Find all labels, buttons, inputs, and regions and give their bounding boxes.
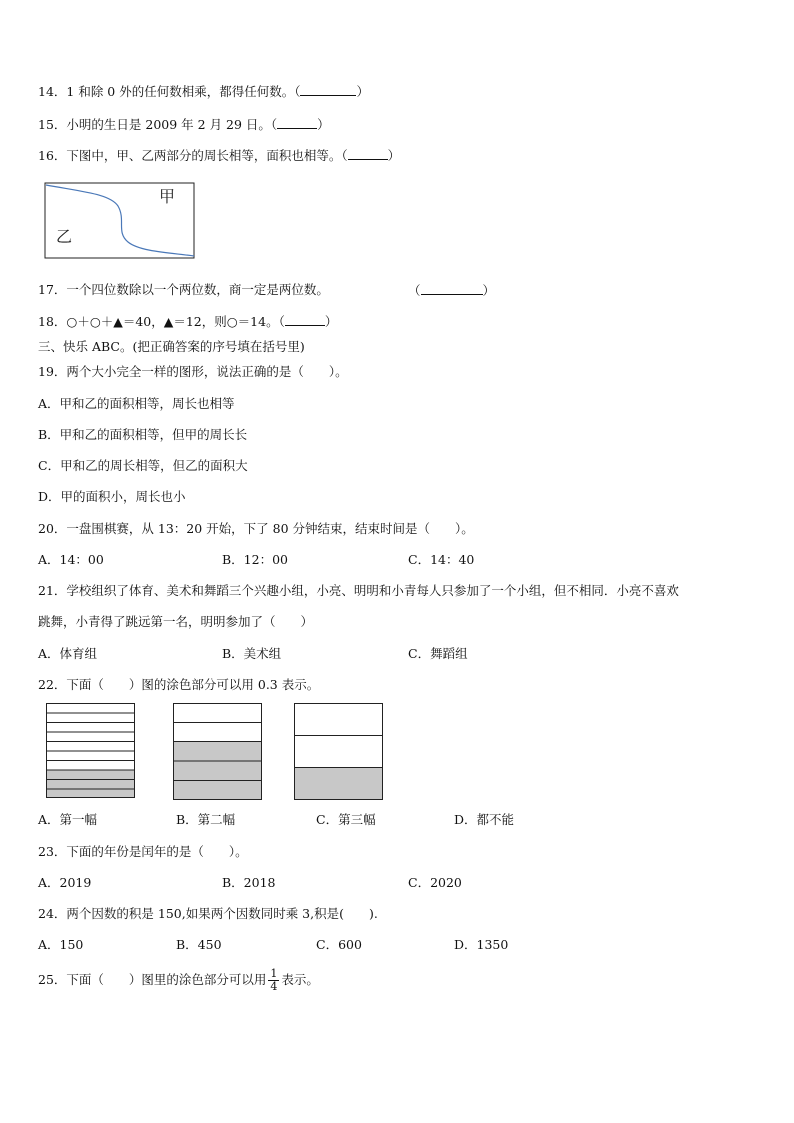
question-21-line1: 21．学校组织了体育、美术和舞蹈三个兴趣小组，小亮、明明和小青每人只参加了一个小组，但不相同．小亮不喜欢 <box>38 583 679 598</box>
q21-option-c[interactable]: C．舞蹈组 <box>408 646 468 661</box>
q22-figure-2 <box>173 703 263 801</box>
q23-option-b[interactable]: B．2018 <box>222 875 276 890</box>
section-3-heading: 三、快乐 ABC。(把正确答案的序号填在括号里) <box>38 339 305 354</box>
question-19: 19．两个大小完全一样的图形，说法正确的是（ ）。 <box>38 364 348 379</box>
question-25-text-before: 25．下面（ ）图里的涂色部分可以用 <box>38 972 267 987</box>
figure-jia-yi <box>44 182 196 260</box>
q24-option-b[interactable]: B．450 <box>176 937 222 952</box>
q21-option-a[interactable]: A．体育组 <box>38 646 98 661</box>
q22-figure-3 <box>294 703 384 801</box>
answer-blank-16[interactable] <box>348 147 388 160</box>
answer-blank-15[interactable] <box>277 116 317 129</box>
q20-option-a[interactable]: A．14：00 <box>38 552 104 567</box>
question-24: 24．两个因数的积是 150,如果两个因数同时乘 3,积是( ). <box>38 906 378 921</box>
question-18-close: ） <box>324 314 338 329</box>
label-yi: 乙 <box>56 227 73 246</box>
answer-blank-14[interactable] <box>300 83 356 96</box>
q24-option-a[interactable]: A．150 <box>38 937 84 952</box>
question-17-paren <box>408 282 495 299</box>
fraction-denominator: 4 <box>270 980 278 993</box>
question-18 <box>38 313 337 330</box>
q20-option-b[interactable]: B．12：00 <box>222 552 288 567</box>
q23-option-c[interactable]: C．2020 <box>408 875 462 890</box>
q19-option-d[interactable]: D．甲的面积小，周长也小 <box>38 489 186 504</box>
q23-option-a[interactable]: A．2019 <box>38 875 92 890</box>
question-23: 23．下面的年份是闰年的是（ ）。 <box>38 844 248 859</box>
question-17-close: ） <box>482 283 496 298</box>
q19-option-c[interactable]: C．甲和乙的周长相等，但乙的面积大 <box>38 458 248 473</box>
q20-option-c[interactable]: C．14：40 <box>408 552 475 567</box>
question-25-text-after: 表示。 <box>281 972 319 987</box>
q24-option-c[interactable]: C．600 <box>316 937 362 952</box>
q21-option-b[interactable]: B．美术组 <box>222 646 282 661</box>
question-14-text: 14．1 和除 0 外的任何数相乘，都得任何数。（ <box>38 84 301 99</box>
answer-blank-17[interactable] <box>421 282 483 295</box>
answer-blank-18[interactable] <box>285 313 325 326</box>
question-22: 22．下面（ ）图的涂色部分可以用 0.3 表示。 <box>38 677 320 692</box>
fraction-numerator: 1 <box>270 967 278 980</box>
q22-option-d[interactable]: D．都不能 <box>454 812 515 827</box>
question-21-line2: 跳舞，小青得了跳远第一名，明明参加了（ ） <box>38 614 314 629</box>
question-16 <box>38 147 400 164</box>
q19-option-b[interactable]: B．甲和乙的面积相等，但甲的周长长 <box>38 427 248 442</box>
question-20: 20．一盘围棋赛，从 13：20 开始，下了 80 分钟结束，结束时间是（ ）。 <box>38 521 474 536</box>
question-15-close: ） <box>317 117 330 132</box>
q19-option-a[interactable]: A．甲和乙的面积相等，周长也相等 <box>38 396 235 411</box>
question-14-close: ） <box>356 84 369 99</box>
q24-option-d[interactable]: D．1350 <box>454 937 509 952</box>
q22-option-a[interactable]: A．第一幅 <box>38 812 98 827</box>
question-18-text: 18．○＋○＋▲＝40，▲＝12，则○＝14。（ <box>38 314 285 329</box>
question-17-open: （ <box>408 283 421 298</box>
question-14 <box>38 83 369 100</box>
question-17-text: 17．一个四位数除以一个两位数，商一定是两位数。 <box>38 282 329 297</box>
q22-option-b[interactable]: B．第二幅 <box>176 812 236 827</box>
question-17 <box>38 282 329 298</box>
question-16-close: ） <box>387 148 401 163</box>
question-16-text: 16．下图中，甲、乙两部分的周长相等，面积也相等。（ <box>38 148 348 163</box>
label-jia: 甲 <box>159 187 176 206</box>
question-25 <box>38 966 319 994</box>
fraction-one-quarter <box>268 968 279 993</box>
q22-option-c[interactable]: C．第三幅 <box>316 812 376 827</box>
question-15-text: 15．小明的生日是 2009 年 2 月 29 日。（ <box>38 117 278 132</box>
q22-figure-1 <box>46 703 136 799</box>
question-15 <box>38 116 330 133</box>
